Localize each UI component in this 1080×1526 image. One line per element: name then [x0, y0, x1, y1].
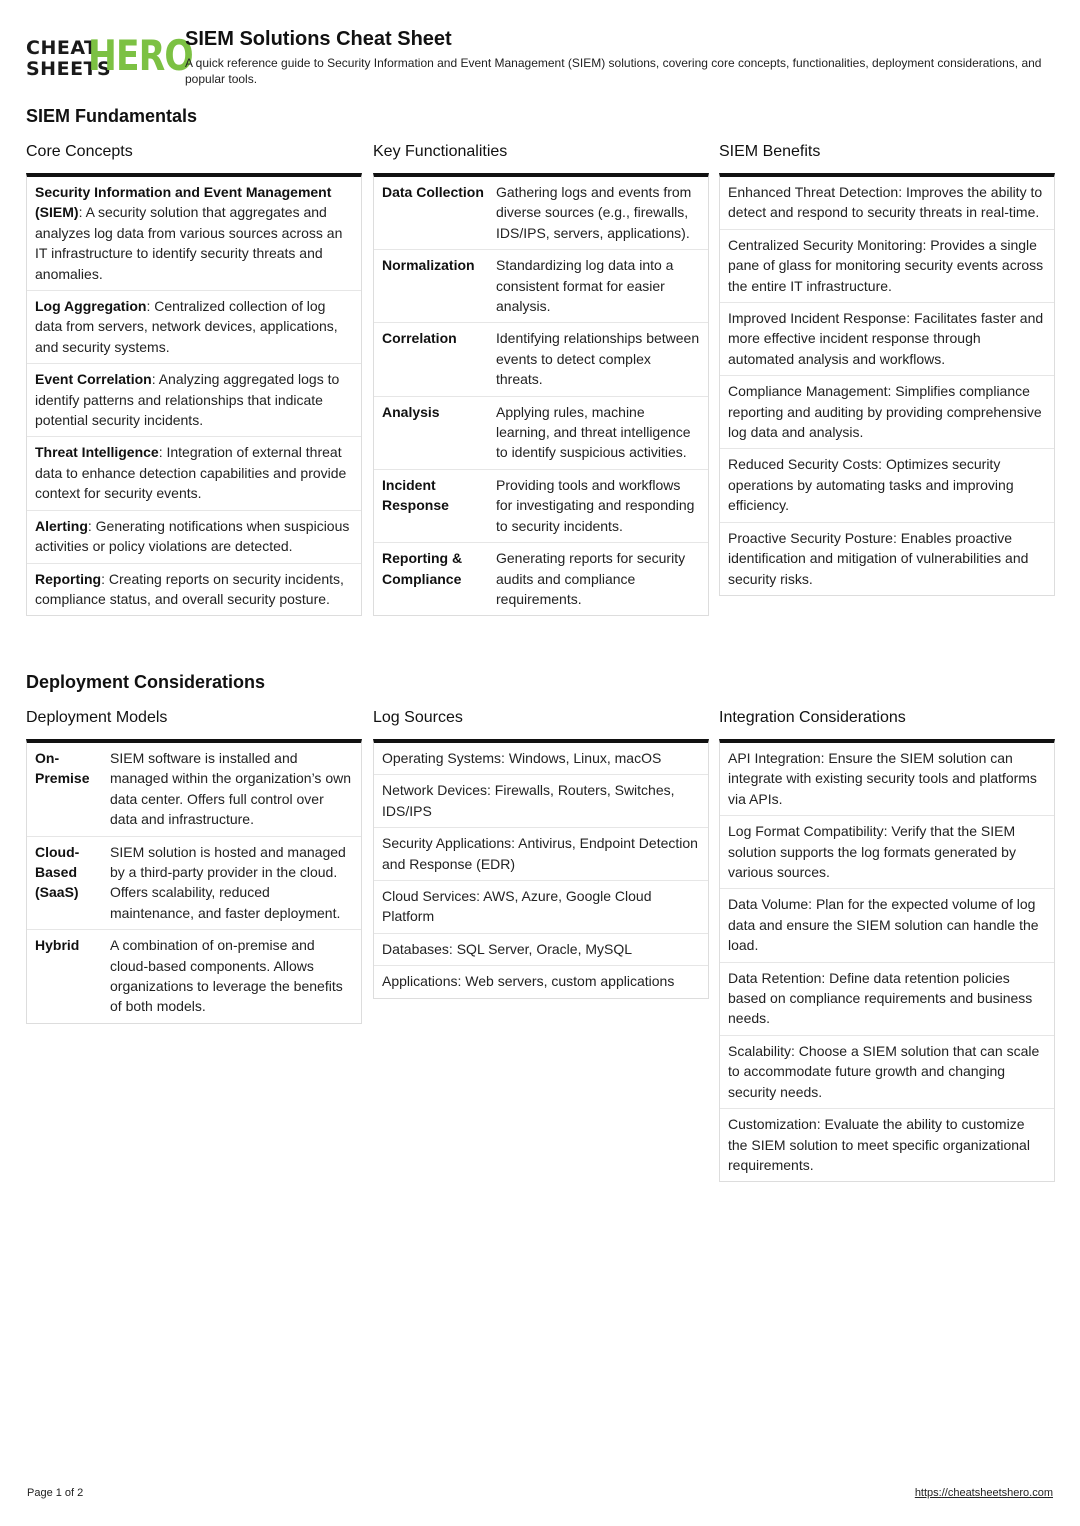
table-row: Incident Response Providing tools and workflows for investigating and responding to security incidents. — [374, 470, 708, 543]
core-concepts-title: Core Concepts — [26, 143, 133, 160]
list-item: Applications: Web servers, custom applications — [382, 973, 675, 990]
list-item: Log Aggregation: Centralized collection of log data from servers, network devices, applications, and security systems. — [27, 291, 361, 364]
table-row: Cloud-Based (SaaS) SIEM solution is hosted and managed by a third-party provider in the cloud. Offers scalability, reduced maintenance, and faster deployment. — [27, 837, 361, 931]
key-functionalities-table — [373, 173, 709, 616]
deployment-models-table — [26, 739, 362, 1024]
page-header — [26, 28, 1056, 88]
page-subtitle: A quick reference guide to Security Information and Event Management (SIEM) solutions, covering core concepts, functionalities, deployment considerations, and popular tools. — [185, 56, 1042, 86]
siem-benefits-card — [719, 140, 1055, 596]
table-row: Correlation Identifying relationships between events to detect complex threats. — [374, 323, 708, 396]
deployment-models-title: Deployment Models — [26, 709, 168, 726]
list-item: Network Devices: Firewalls, Routers, Switches, IDS/IPS — [374, 775, 708, 828]
cheatsheetshero-logo[interactable] — [26, 31, 193, 80]
deployment-models-card — [26, 706, 362, 1024]
list-item: Reduced Security Costs: Optimizes security operations by automating tasks and improving efficiency. — [720, 449, 1054, 522]
log-sources-title: Log Sources — [373, 709, 463, 726]
list-item: Alerting: Generating notifications when suspicious activities or policy violations are detected. — [27, 511, 361, 564]
list-item: Databases: SQL Server, Oracle, MySQL — [374, 934, 708, 966]
core-concepts-card — [26, 140, 362, 616]
list-item: Reporting: Creating reports on security incidents, compliance status, and overall security posture. — [35, 570, 344, 607]
list-item: Security Applications: Antivirus, Endpoint Detection and Response (EDR) — [374, 828, 708, 881]
list-item: Centralized Security Monitoring: Provides a single pane of glass for monitoring security events across the entire IT infrastructure. — [720, 230, 1054, 303]
section-title-fundamentals: SIEM Fundamentals — [26, 106, 198, 126]
key-functionalities-card — [373, 140, 709, 616]
list-item: Scalability: Choose a SIEM solution that can scale to accommodate future growth and changing security needs. — [720, 1036, 1054, 1109]
table-row: Data Collection Gathering logs and events from diverse sources (e.g., firewalls, IDS/IPS, servers, applications). — [374, 177, 708, 250]
integration-considerations-card — [719, 706, 1055, 1182]
list-item: Event Correlation: Analyzing aggregated logs to identify patterns and relationships that indicate potential security incidents. — [27, 364, 361, 437]
table-row: Hybrid A combination of on-premise and cloud-based components. Allows organizations to leverage the benefits of both models. — [35, 937, 343, 1015]
integration-considerations-list — [719, 739, 1055, 1182]
list-item: Log Format Compatibility: Verify that the SIEM solution supports the log formats generated by various sources. — [720, 816, 1054, 889]
siem-benefits-list — [719, 173, 1055, 596]
key-functionalities-title: Key Functionalities — [373, 143, 508, 160]
list-item: Enhanced Threat Detection: Improves the ability to detect and respond to security threats in real-time. — [720, 177, 1054, 230]
integration-considerations-title: Integration Considerations — [719, 709, 906, 726]
list-item: Security Information and Event Management (SIEM): A security solution that aggregates and analyzes log data from various sources across an IT infrastructure to identify security threats and anomalies. — [27, 177, 361, 291]
list-item: Cloud Services: AWS, Azure, Google Cloud Platform — [374, 881, 708, 934]
logo-sheets: SHEETS — [26, 58, 112, 80]
list-item: API Integration: Ensure the SIEM solution can integrate with existing security tools and platforms via APIs. — [720, 743, 1054, 816]
log-sources-card — [373, 706, 709, 999]
siem-benefits-title: SIEM Benefits — [719, 143, 821, 160]
logo-cheat: CHEAT — [26, 37, 98, 59]
log-sources-list — [373, 739, 709, 999]
list-item: Customization: Evaluate the ability to customize the SIEM solution to meet specific organizational requirements. — [728, 1116, 1030, 1173]
table-row: Analysis Applying rules, machine learning, and threat intelligence to identify suspicious activities. — [374, 397, 708, 470]
page-title: SIEM Solutions Cheat Sheet — [185, 28, 452, 50]
core-concepts-list — [26, 173, 362, 616]
logo-hero: HERO — [88, 31, 193, 80]
table-row: Normalization Standardizing log data into a consistent format for easier analysis. — [374, 250, 708, 323]
list-item: Data Volume: Plan for the expected volume of log data and ensure the SIEM solution can handle the load. — [720, 889, 1054, 962]
list-item: Threat Intelligence: Integration of external threat data to enhance detection capabilities and provide context for security events. — [27, 437, 361, 510]
section-title-deployment: Deployment Considerations — [26, 672, 266, 692]
list-item: Compliance Management: Simplifies compliance reporting and auditing by providing comprehensive log data and analysis. — [720, 376, 1054, 449]
table-row: Reporting & Compliance Generating reports for security audits and compliance requirements. — [382, 550, 686, 607]
list-item: Improved Incident Response: Facilitates faster and more effective incident response through automated analysis and workflows. — [720, 303, 1054, 376]
list-item: Operating Systems: Windows, Linux, macOS — [374, 743, 708, 775]
page-number: Page 1 of 2 — [27, 1487, 84, 1499]
list-item: Proactive Security Posture: Enables proactive identification and mitigation of vulnerabilities and security risks. — [728, 529, 1029, 587]
list-item: Data Retention: Define data retention policies based on compliance requirements and business needs. — [720, 963, 1054, 1036]
table-row: On-Premise SIEM software is installed and managed within the organization’s own data center. Offers full control over data and infrastructure. — [27, 743, 361, 837]
site-link[interactable]: https://cheatsheetshero.com — [914, 1487, 1053, 1499]
